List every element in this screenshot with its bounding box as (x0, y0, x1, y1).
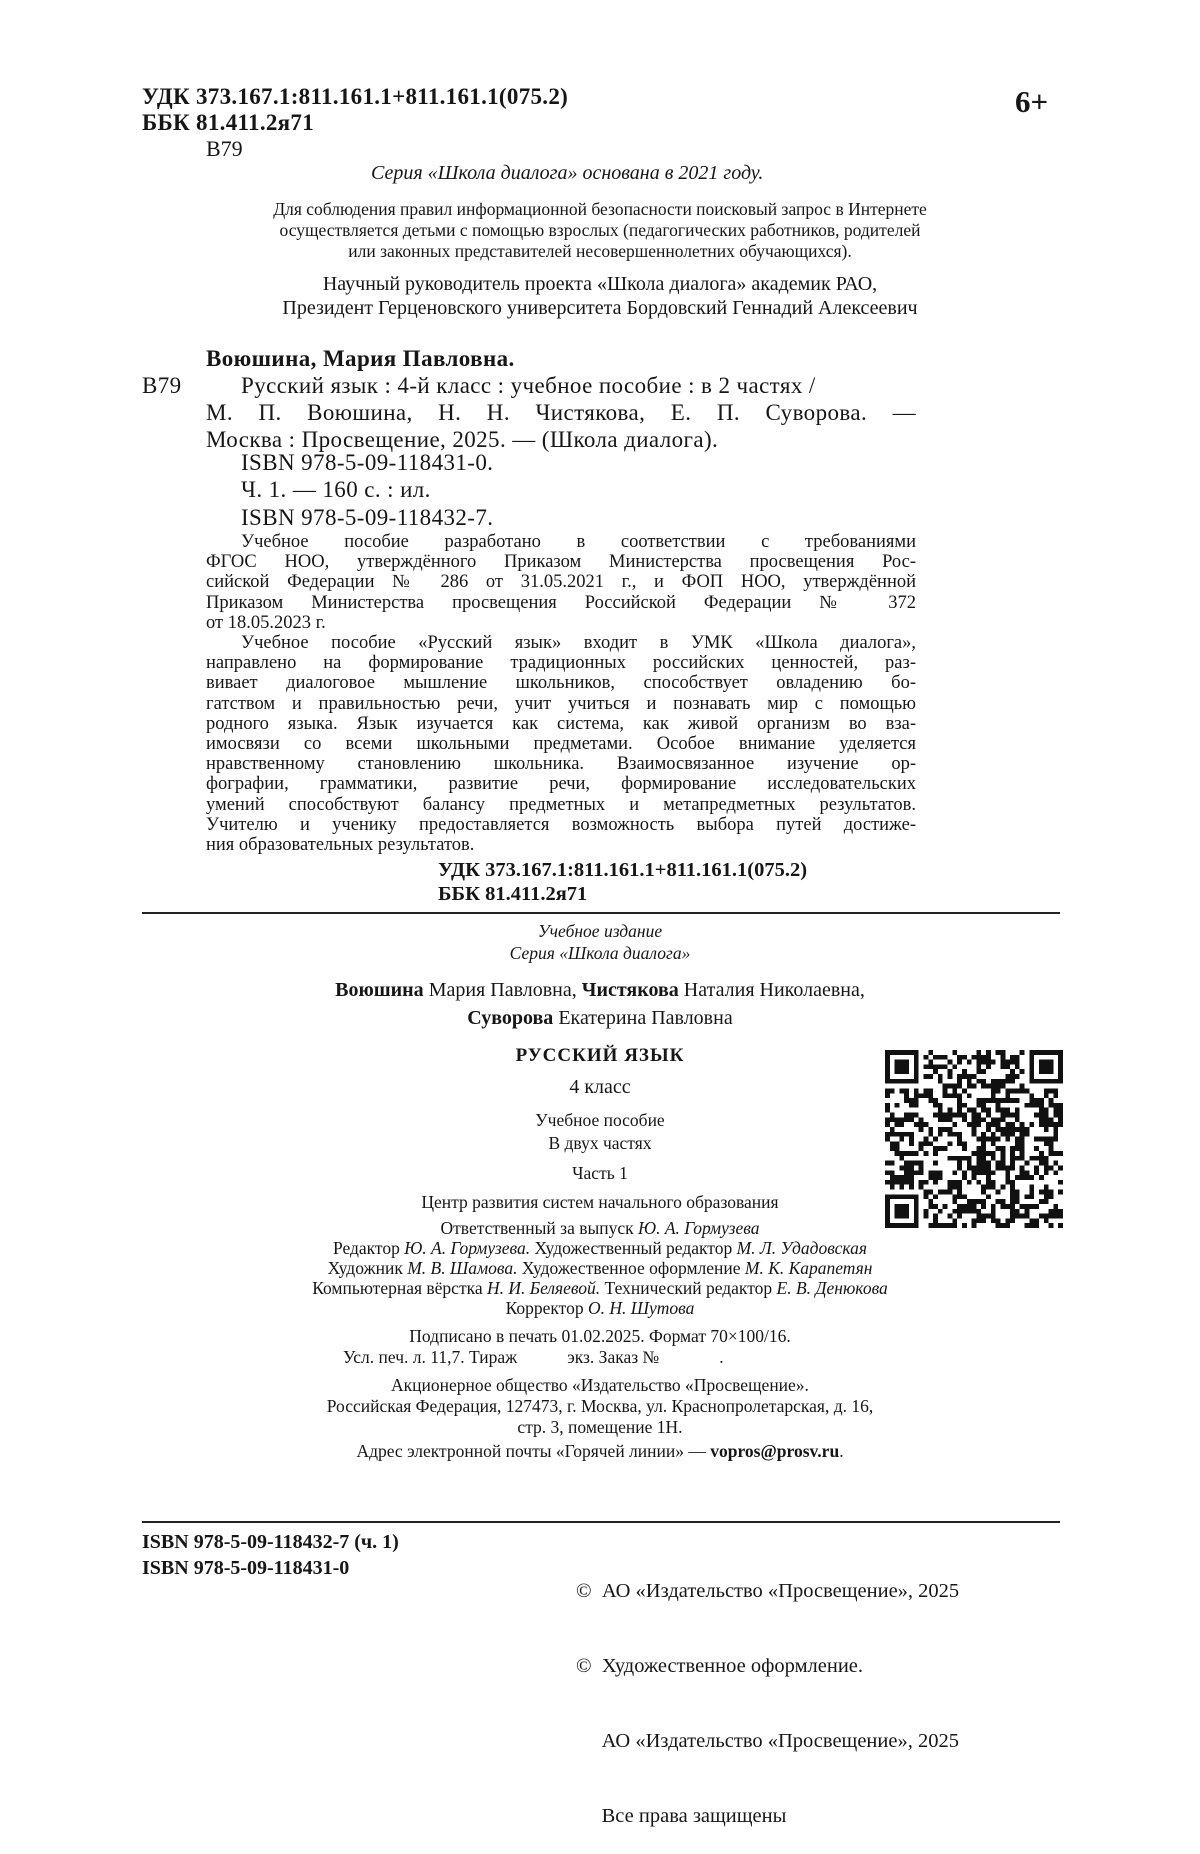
isbn-full: ISBN 978-5-09-118431-0. (241, 450, 494, 475)
print-line-1: Подписано в печать 01.02.2025. Формат 70×100/16. (409, 1326, 791, 1346)
series-name: Серия «Школа диалога» (509, 943, 691, 963)
copyright-line: © Художественное оформление. (576, 1655, 864, 1677)
annotation-line: нравственному становлению школьника. Взаимосвязанное изучение ор- (206, 754, 916, 775)
annotation-line: родного языка. Язык изучается как система, как живой организм во вза- (206, 713, 916, 734)
catalog-line: Русский язык : 4-й класс : учебное пособие : в 2 частях / (241, 373, 816, 398)
copyright-line: АО «Издательство «Просвещение», 2025 (576, 1730, 959, 1752)
author-name: Наталия Николаевна, (683, 979, 865, 1001)
copyright-line: © АО «Издательство «Просвещение», 2025 (576, 1580, 960, 1602)
lead-line: Президент Герценовского университета Бордовский Геннадий Алексеевич (282, 297, 918, 319)
copyright-line: Все права защищены (576, 1805, 787, 1827)
safety-line: осуществляется детьми с помощью взрослых (педагогических работников, родителей (279, 220, 921, 240)
udk-repeat: УДК 373.167.1:811.161.1+811.161.1(075.2) (438, 859, 808, 881)
safety-line: Для соблюдения правил информационной безопасности поисковый запрос в Интернете (273, 199, 927, 219)
publisher-line: стр. 3, помещение 1Н. (517, 1417, 683, 1437)
edition-type: Учебное издание (537, 921, 663, 941)
staff-line: Редактор Ю. А. Гормузева. Художественный редактор М. Л. Удадовская (332, 1238, 868, 1258)
author-name: Екатерина Павловна (558, 1007, 733, 1029)
author-surname: Суворова (467, 1007, 554, 1029)
annotation-line: от 18.05.2023 г. (206, 612, 326, 633)
safety-notice (190, 199, 1010, 262)
annotation (206, 532, 916, 855)
publisher-info (150, 1375, 1050, 1438)
footer-isbn-2: ISBN 978-5-09-118431-0 (142, 1557, 350, 1579)
author-surname: Чистякова (581, 979, 679, 1001)
lead-line: Научный руководитель проекта «Школа диалога» академик РАО, (322, 273, 878, 295)
annotation-line: ния образовательных результатов. (206, 835, 475, 856)
safety-line: или законных представителей несовершеннолетних обучающихся). (348, 241, 852, 261)
qr-code (885, 1050, 1063, 1228)
email-link[interactable]: vopros@prosv.ru (710, 1441, 840, 1461)
publishing-center: Центр развития систем начального образования (421, 1192, 779, 1212)
annotation-line: Приказом Министерства просвещения Российской Федерации № 372 (206, 592, 916, 613)
authors-line (200, 1006, 1000, 1030)
grade: 4 класс (569, 1076, 631, 1098)
author-surname: Воюшина (335, 979, 424, 1001)
annotation-line: направлено на формирование традиционных российских ценностей, раз- (206, 653, 916, 674)
annotation-line: гатством и правильностью речи, учит учиться и познавать мир с помощью (206, 693, 916, 714)
authors-line (200, 978, 1000, 1002)
staff-line: Ответственный за выпуск Ю. А. Гормузева (440, 1218, 760, 1238)
catalog-author: Воюшина, Мария Павловна. (206, 346, 515, 371)
annotation-line: фографии, грамматики, развитие речи, формирование исследовательских (206, 774, 916, 795)
bbk-code: ББК 81.411.2я71 (142, 110, 315, 135)
catalog-code: В79 (142, 373, 182, 398)
part-info: Ч. 1. — 160 с. : ил. (241, 477, 431, 502)
isbn-part: ISBN 978-5-09-118432-7. (241, 505, 494, 530)
annotation-line: ФГОС НОО, утверждённого Приказом Министерства просвещения Рос- (206, 552, 916, 573)
footer-isbn-1: ISBN 978-5-09-118432-7 (ч. 1) (142, 1531, 399, 1553)
staff-line: Художник М. В. Шамова. Художественное оформление М. К. Карапетян (327, 1258, 873, 1278)
age-rating: 6+ (1015, 84, 1049, 119)
footer-divider (142, 1521, 1060, 1523)
udk-code: УДК 373.167.1:811.161.1+811.161.1(075.2) (142, 84, 569, 109)
catalog-line: Москва : Просвещение, 2025. — (Школа диалога). (206, 427, 719, 452)
author-name: Мария Павловна, (428, 979, 577, 1001)
book-kind: Учебное пособие (535, 1110, 665, 1130)
annotation-line: сийской Федерации № 286 от 31.05.2021 г., и ФОП НОО, утверждённой (206, 572, 916, 593)
annotation-line: вивает диалоговое мышление школьников, способствует овладению бо- (206, 673, 916, 694)
annotation-line: имосвязи со всеми школьными предметами. Особое внимание уделяется (206, 734, 916, 755)
author-mark: В79 (206, 136, 243, 161)
publisher-line: Акционерное общество «Издательство «Просвещение». (391, 1375, 809, 1395)
annotation-line: Учебное пособие разработано в соответствии с требованиями (241, 532, 916, 552)
book-parts: В двух частях (548, 1133, 652, 1153)
staff-line: Корректор О. Н. Шутова (505, 1298, 695, 1318)
annotation-line: Учителю и ученику предоставляется возможность выбора путей достиже- (206, 814, 916, 835)
catalog-line: М. П. Воюшина, Н. Н. Чистякова, Е. П. Суворова. — (206, 400, 916, 425)
catalog-description (206, 372, 916, 453)
annotation-line: умений способствуют балансу предметных и метапредметных результатов. (206, 794, 916, 815)
hotline-email: Адрес электронной почты «Горячей линии» — vopros@prosv.ru. (356, 1441, 844, 1461)
book-title: РУССКИЙ ЯЗЫК (515, 1045, 685, 1066)
copyright-block (576, 1529, 959, 1854)
authors-list (200, 978, 1000, 1030)
section-divider (142, 912, 1060, 914)
publisher-line: Российская Федерация, 127473, г. Москва, ул. Краснопролетарская, д. 16, (326, 1396, 874, 1416)
annotation-line: Учебное пособие «Русский язык» входит в УМК «Школа диалога», (241, 633, 916, 654)
staff-line: Компьютерная вёрстка Н. И. Беляевой. Технический редактор Е. В. Денюкова (312, 1278, 888, 1298)
scientific-lead (190, 272, 1010, 320)
series-note: Серия «Школа диалога» основана в 2021 году. (371, 162, 764, 184)
book-part: Часть 1 (572, 1163, 628, 1183)
bbk-repeat: ББК 81.411.2я71 (438, 883, 588, 905)
staff-list (150, 1218, 1050, 1318)
print-line-2: Усл. печ. л. 11,7. Тираж экз. Заказ № . (343, 1347, 724, 1367)
